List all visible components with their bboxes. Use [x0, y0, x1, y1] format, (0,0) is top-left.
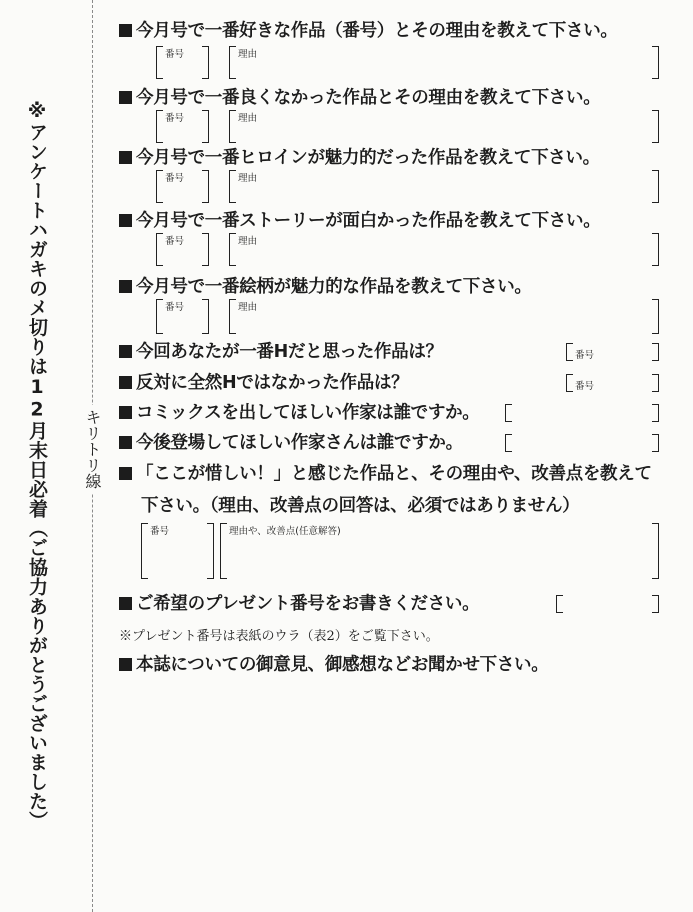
- number-label: 番号: [150, 526, 170, 537]
- number-label: 番号: [165, 302, 185, 313]
- q3-number-field[interactable]: [156, 170, 209, 203]
- reason-improvement-label: 理由や、改善点(任意解答): [229, 526, 341, 537]
- number-label: 番号: [165, 173, 185, 184]
- question-7-text: 反対に全然Hではなかった作品は？: [136, 373, 409, 393]
- square-bullet-icon: [119, 658, 132, 671]
- question-9-text: 今後登場してほしい作家さんは誰ですか。: [136, 433, 463, 453]
- square-bullet-icon: [119, 436, 132, 449]
- question-2: [119, 87, 600, 109]
- square-bullet-icon: [119, 24, 132, 37]
- question-2-text: 今月号で一番良くなかった作品とその理由を教えて下さい。: [136, 88, 601, 108]
- question-11: [119, 593, 479, 615]
- q1-number-field[interactable]: [156, 46, 209, 79]
- reason-label: 理由: [238, 173, 258, 184]
- reason-label: 理由: [238, 113, 258, 124]
- question-6: [119, 341, 443, 363]
- question-6-text: 今回あなたが一番Hだと思った作品は？: [136, 342, 443, 362]
- number-label: 番号: [165, 113, 185, 124]
- present-note: ※プレゼント番号は表紙のウラ（表2）をご覧下さい。: [119, 629, 439, 644]
- comment-area[interactable]: [119, 685, 667, 895]
- question-9: [119, 432, 463, 454]
- question-4: [119, 210, 600, 232]
- square-bullet-icon: [119, 406, 132, 419]
- question-10: [119, 463, 652, 485]
- q6-number-field[interactable]: [566, 343, 659, 361]
- q10-number-field[interactable]: [141, 523, 214, 579]
- q7-number-field[interactable]: [566, 374, 659, 392]
- q3-reason-field[interactable]: [229, 170, 659, 203]
- reason-label: 理由: [238, 302, 258, 313]
- question-11-text: ご希望のプレゼント番号をお書きください。: [136, 594, 480, 614]
- question-5-text: 今月号で一番絵柄が魅力的な作品を教えて下さい。: [136, 277, 532, 297]
- cut-line-label: キリトリ線: [78, 405, 106, 493]
- q2-number-field[interactable]: [156, 110, 209, 143]
- question-10-text: 「ここが惜しい！」と感じた作品と、その理由や、改善点を教えて: [136, 464, 652, 484]
- square-bullet-icon: [119, 91, 132, 104]
- question-8-text: コミックスを出してほしい作家は誰ですか。: [136, 403, 480, 423]
- square-bullet-icon: [119, 214, 132, 227]
- q5-number-field[interactable]: [156, 299, 209, 334]
- square-bullet-icon: [119, 345, 132, 358]
- present-number-field[interactable]: [556, 595, 659, 613]
- question-3-text: 今月号で一番ヒロインが魅力的だった作品を教えて下さい。: [136, 148, 600, 168]
- question-12: [119, 654, 548, 676]
- q2-reason-field[interactable]: [229, 110, 659, 143]
- number-label: 番号: [575, 350, 595, 361]
- deadline-note: ※アンケートハガキのメ切りは12月末日必着（ご協力ありがとうございました）: [26, 100, 48, 831]
- square-bullet-icon: [119, 597, 132, 610]
- q4-reason-field[interactable]: [229, 233, 659, 266]
- number-label: 番号: [165, 49, 185, 60]
- question-3: [119, 147, 600, 169]
- question-1: [119, 20, 618, 42]
- q1-reason-field[interactable]: [229, 46, 659, 79]
- question-10-continued: 下さい。（理由、改善点の回答は、必須ではありません）: [141, 496, 580, 516]
- q5-reason-field[interactable]: [229, 299, 659, 334]
- question-1-text: 今月号で一番好きな作品（番号）とその理由を教えて下さい。: [136, 21, 618, 41]
- q9-answer-field[interactable]: [505, 434, 659, 452]
- number-label: 番号: [165, 236, 185, 247]
- reason-label: 理由: [238, 236, 258, 247]
- reason-label: 理由: [238, 49, 258, 60]
- q10-reason-field[interactable]: [220, 523, 659, 579]
- question-8: [119, 402, 479, 424]
- question-5: [119, 276, 532, 298]
- question-12-text: 本誌についての御意見、御感想などお聞かせ下さい。: [136, 655, 549, 675]
- square-bullet-icon: [119, 280, 132, 293]
- number-label: 番号: [575, 381, 595, 392]
- question-7: [119, 372, 408, 394]
- square-bullet-icon: [119, 151, 132, 164]
- square-bullet-icon: [119, 467, 132, 480]
- question-4-text: 今月号で一番ストーリーが面白かった作品を教えて下さい。: [136, 211, 601, 231]
- square-bullet-icon: [119, 376, 132, 389]
- q4-number-field[interactable]: [156, 233, 209, 266]
- q8-answer-field[interactable]: [505, 404, 659, 422]
